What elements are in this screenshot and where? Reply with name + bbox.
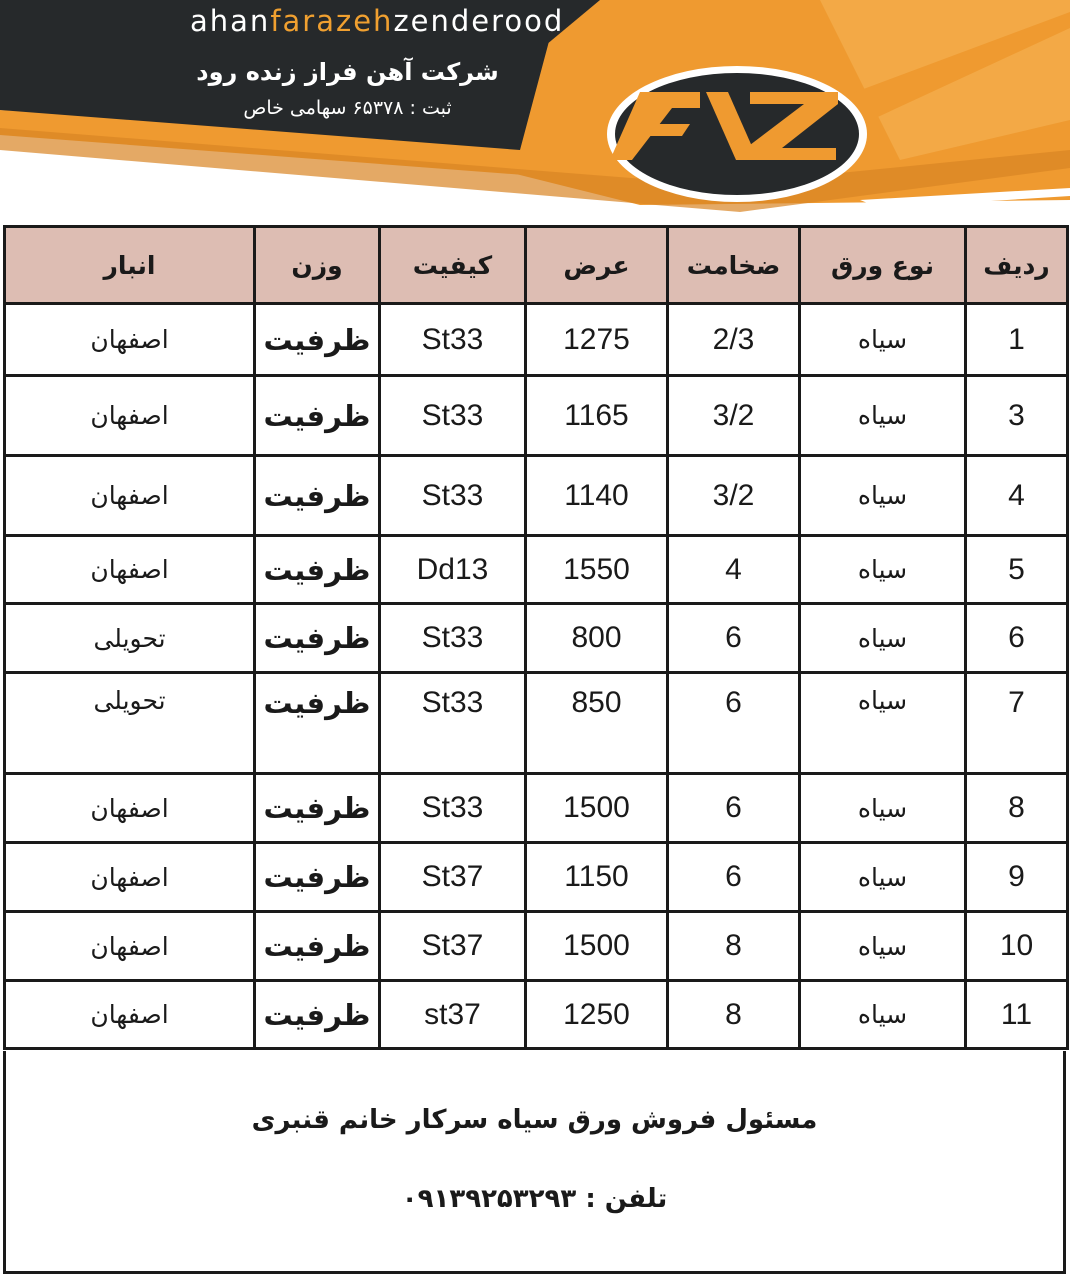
cell-warehouse: اصفهان: [5, 981, 255, 1049]
table-row: [5, 774, 1068, 843]
cell-warehouse: اصفهان: [5, 843, 255, 912]
cell-row-number: 1: [966, 304, 1068, 376]
cell-sheet-type: سیاه: [800, 376, 966, 456]
company-name: شرکت آهن فراز زنده رود: [196, 58, 499, 86]
cell-thickness: 8: [668, 912, 800, 981]
cell-thickness: 3/2: [668, 376, 800, 456]
cell-warehouse: تحویلی: [5, 673, 255, 774]
company-logo: [600, 72, 870, 192]
cell-grade: St37: [380, 843, 526, 912]
cell-warehouse: اصفهان: [5, 912, 255, 981]
cell-row-number: 5: [966, 536, 1068, 604]
table-row: [5, 456, 1068, 536]
header-warehouse: انبار: [5, 227, 255, 304]
cell-sheet-type: سیاه: [800, 774, 966, 843]
cell-width: 1275: [526, 304, 668, 376]
table-row: [5, 376, 1068, 456]
cell-weight: ظرفیت: [255, 673, 380, 774]
cell-thickness: 6: [668, 604, 800, 673]
cell-warehouse: اصفهان: [5, 304, 255, 376]
cell-warehouse: اصفهان: [5, 536, 255, 604]
cell-sheet-type: سیاه: [800, 304, 966, 376]
cell-weight: ظرفیت: [255, 536, 380, 604]
cell-row-number: 9: [966, 843, 1068, 912]
table-row: [5, 912, 1068, 981]
cell-weight: ظرفیت: [255, 843, 380, 912]
header-sheet-type: نوع ورق: [800, 227, 966, 304]
table-row: [5, 673, 1068, 774]
contact-footer: [3, 1051, 1066, 1274]
cell-width: 1500: [526, 912, 668, 981]
header-grade: کیفیت: [380, 227, 526, 304]
header-weight: وزن: [255, 227, 380, 304]
cell-grade: St33: [380, 376, 526, 456]
header-width: عرض: [526, 227, 668, 304]
cell-sheet-type: سیاه: [800, 536, 966, 604]
cell-width: 1140: [526, 456, 668, 536]
cell-sheet-type: سیاه: [800, 604, 966, 673]
cell-thickness: 6: [668, 843, 800, 912]
table-row: [5, 536, 1068, 604]
cell-width: 1550: [526, 536, 668, 604]
cell-thickness: 3/2: [668, 456, 800, 536]
cell-width: 850: [526, 673, 668, 774]
cell-thickness: 6: [668, 673, 800, 774]
cell-grade: st37: [380, 981, 526, 1049]
cell-grade: St33: [380, 304, 526, 376]
cell-sheet-type: سیاه: [800, 843, 966, 912]
cell-row-number: 11: [966, 981, 1068, 1049]
cell-sheet-type: سیاه: [800, 456, 966, 536]
cell-weight: ظرفیت: [255, 604, 380, 673]
cell-row-number: 10: [966, 912, 1068, 981]
header-thickness: ضخامت: [668, 227, 800, 304]
cell-sheet-type: سیاه: [800, 673, 966, 774]
cell-weight: ظرفیت: [255, 981, 380, 1049]
cell-thickness: 6: [668, 774, 800, 843]
cell-row-number: 7: [966, 673, 1068, 774]
brand-latin-name: ahanfarazehzenderood: [190, 4, 565, 38]
table-header-row: [5, 227, 1068, 304]
cell-thickness: 8: [668, 981, 800, 1049]
cell-weight: ظرفیت: [255, 304, 380, 376]
cell-grade: St33: [380, 673, 526, 774]
cell-grade: St37: [380, 912, 526, 981]
sheet-inventory-table: [3, 225, 1069, 1050]
cell-weight: ظرفیت: [255, 912, 380, 981]
cell-weight: ظرفیت: [255, 774, 380, 843]
cell-row-number: 3: [966, 376, 1068, 456]
header-banner: [0, 0, 1070, 225]
cell-thickness: 2/3: [668, 304, 800, 376]
cell-warehouse: اصفهان: [5, 774, 255, 843]
cell-warehouse: تحویلی: [5, 604, 255, 673]
cell-width: 1250: [526, 981, 668, 1049]
sales-contact-name: مسئول فروش ورق سیاه سرکار خانم قنبری: [251, 1105, 818, 1135]
cell-grade: St33: [380, 774, 526, 843]
phone-number: تلفن : ۰۹۱۳۹۲۵۳۲۹۳: [401, 1184, 668, 1214]
cell-width: 1500: [526, 774, 668, 843]
table-row: [5, 304, 1068, 376]
cell-weight: ظرفیت: [255, 376, 380, 456]
cell-warehouse: اصفهان: [5, 376, 255, 456]
cell-width: 800: [526, 604, 668, 673]
cell-warehouse: اصفهان: [5, 456, 255, 536]
cell-grade: St33: [380, 604, 526, 673]
cell-grade: Dd13: [380, 536, 526, 604]
header-row-number: ردیف: [966, 227, 1068, 304]
table-row: [5, 981, 1068, 1049]
cell-thickness: 4: [668, 536, 800, 604]
cell-row-number: 8: [966, 774, 1068, 843]
cell-weight: ظرفیت: [255, 456, 380, 536]
registration-number: ثبت : ۶۵۳۷۸ سهامی خاص: [243, 97, 452, 119]
cell-width: 1150: [526, 843, 668, 912]
cell-width: 1165: [526, 376, 668, 456]
cell-sheet-type: سیاه: [800, 981, 966, 1049]
table-row: [5, 604, 1068, 673]
cell-grade: St33: [380, 456, 526, 536]
cell-row-number: 6: [966, 604, 1068, 673]
cell-row-number: 4: [966, 456, 1068, 536]
table-row: [5, 843, 1068, 912]
cell-sheet-type: سیاه: [800, 912, 966, 981]
